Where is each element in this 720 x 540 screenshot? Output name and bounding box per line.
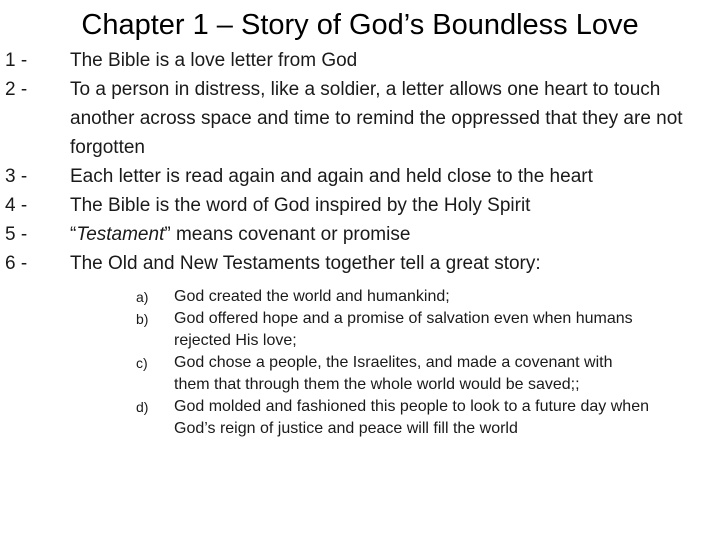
item-text: The Old and New Testaments together tell a great story: <box>70 253 541 274</box>
item-number: 3 - <box>5 166 33 187</box>
item-text: To a person in distress, like a soldier, a letter allows one heart to touch another across space and time to remind the oppressed that they are not forgotten <box>70 79 683 158</box>
list-item <box>0 162 720 191</box>
item-text: The Bible is a love letter from God <box>70 50 358 71</box>
sub-text: God offered hope and a promise of salvation even when humans rejected His love; <box>174 310 633 349</box>
lettered-sublist <box>70 286 692 440</box>
sub-text: God created the world and humankind; <box>174 288 450 305</box>
sub-letter: d) <box>136 399 149 415</box>
item-number: 4 - <box>5 195 33 216</box>
sublist-item <box>70 308 692 352</box>
sublist-item <box>70 286 692 308</box>
sublist-item <box>70 352 692 396</box>
list-item <box>0 191 720 220</box>
sub-letter: c) <box>136 355 148 371</box>
emphasized-term: Testament <box>76 224 165 245</box>
sub-text: God chose a people, the Israelites, and made a covenant with them that through them the whole world would be saved;; <box>174 354 613 393</box>
item-text: Each letter is read again and again and held close to the heart <box>70 166 593 187</box>
list-item <box>0 75 720 162</box>
slide-title: Chapter 1 – Story of God’s Boundless Love <box>81 9 639 41</box>
item-number: 1 - <box>5 50 33 71</box>
item-number: 5 - <box>5 224 33 245</box>
list-item <box>0 46 720 75</box>
sub-text: God molded and fashioned this people to look to a future day when God’s reign of justice and peace will fill the world <box>174 398 649 437</box>
item-text: “Testament” means covenant or promise <box>70 224 411 245</box>
sublist-item <box>70 396 692 440</box>
sub-letter: b) <box>136 311 149 327</box>
sub-letter: a) <box>136 289 149 305</box>
list-item <box>0 220 720 249</box>
list-item <box>0 249 720 440</box>
item-text: The Bible is the word of God inspired by the Holy Spirit <box>70 195 531 216</box>
item-number: 6 - <box>5 253 33 274</box>
numbered-list <box>0 46 720 440</box>
item-number: 2 - <box>5 79 33 100</box>
